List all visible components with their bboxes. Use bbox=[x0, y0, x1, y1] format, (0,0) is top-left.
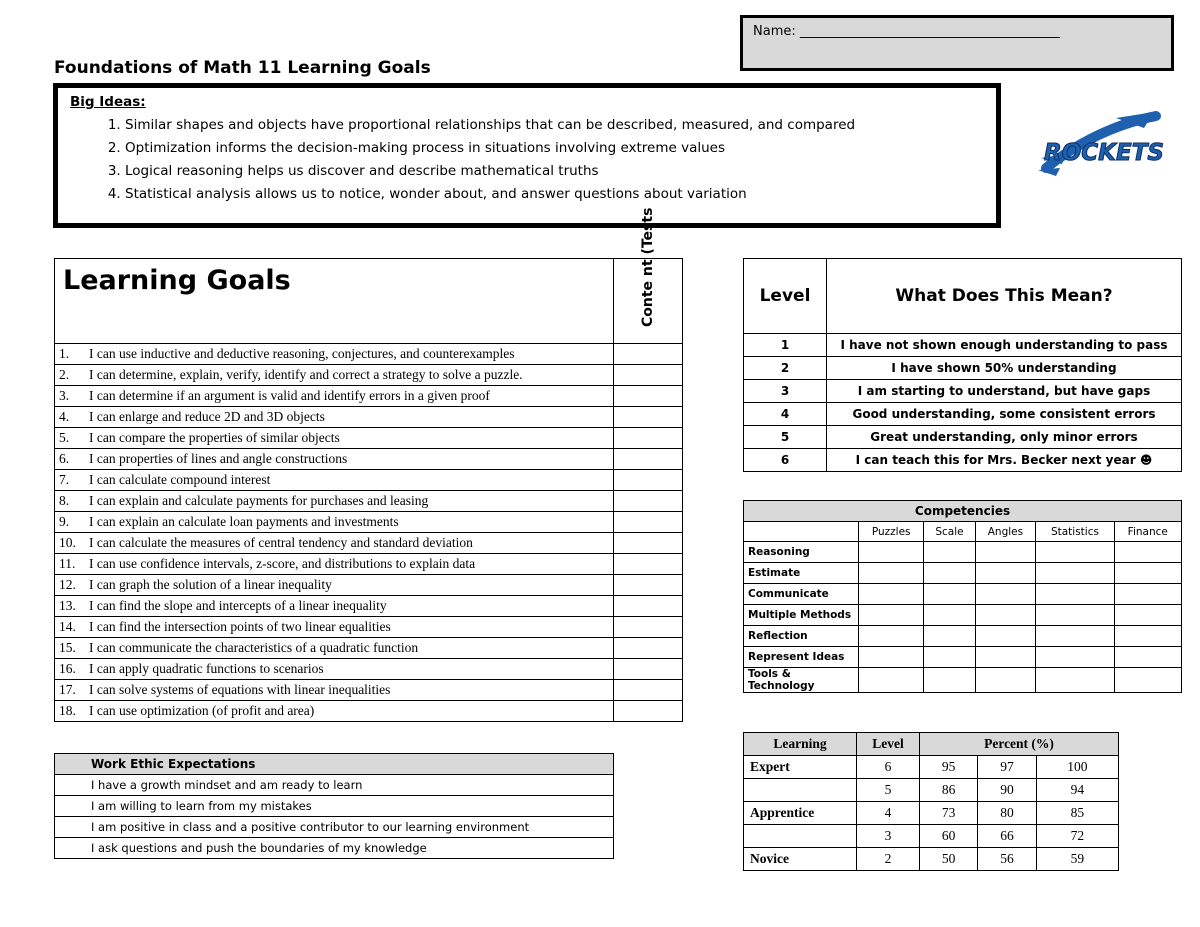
content-tests-cell[interactable] bbox=[614, 554, 683, 575]
meaning-header: What Does This Mean? bbox=[827, 259, 1182, 334]
table-row bbox=[744, 756, 1119, 779]
goal-cell bbox=[55, 617, 614, 638]
content-tests-cell[interactable] bbox=[614, 428, 683, 449]
percent-value: 95 bbox=[920, 756, 978, 779]
goal-text: I can determine, explain, verify, identify and correct a strategy to solve a puzzle. bbox=[89, 367, 523, 382]
competency-row-label: Tools & Technology bbox=[744, 668, 859, 693]
learning-category bbox=[744, 825, 857, 848]
table-row bbox=[744, 802, 1119, 825]
competency-cell[interactable] bbox=[1036, 584, 1114, 605]
goal-cell bbox=[55, 449, 614, 470]
table-row bbox=[55, 470, 683, 491]
competency-cell[interactable] bbox=[924, 605, 975, 626]
level-number: 6 bbox=[744, 449, 827, 472]
table-row bbox=[744, 848, 1119, 871]
goal-cell bbox=[55, 491, 614, 512]
competency-cell[interactable] bbox=[859, 626, 924, 647]
competency-column-header: Angles bbox=[975, 522, 1036, 542]
table-row bbox=[55, 344, 683, 365]
page-title: Foundations of Math 11 Learning Goals bbox=[54, 58, 431, 78]
percent-header: Percent (%) bbox=[920, 733, 1119, 756]
content-tests-cell[interactable] bbox=[614, 512, 683, 533]
competency-cell[interactable] bbox=[1036, 626, 1114, 647]
table-row bbox=[744, 605, 1182, 626]
competency-cell[interactable] bbox=[1036, 563, 1114, 584]
goal-text: I can explain an calculate loan payments and investments bbox=[89, 514, 399, 529]
levels-table bbox=[743, 258, 1182, 472]
percent-value: 90 bbox=[978, 779, 1036, 802]
percent-value: 97 bbox=[978, 756, 1036, 779]
goal-number: 16. bbox=[59, 661, 76, 676]
table-row bbox=[55, 680, 683, 701]
competency-cell[interactable] bbox=[975, 668, 1036, 693]
table-row bbox=[55, 428, 683, 449]
competency-cell[interactable] bbox=[859, 668, 924, 693]
percent-value: 50 bbox=[920, 848, 978, 871]
goal-cell bbox=[55, 512, 614, 533]
percent-value: 59 bbox=[1036, 848, 1118, 871]
goal-number: 3. bbox=[59, 388, 70, 403]
table-row bbox=[744, 825, 1119, 848]
name-field[interactable] bbox=[740, 15, 1174, 71]
table-row bbox=[744, 563, 1182, 584]
goal-cell bbox=[55, 596, 614, 617]
big-idea-item: 3. Logical reasoning helps us discover and describe mathematical truths bbox=[125, 160, 984, 183]
level-value: 5 bbox=[857, 779, 920, 802]
competency-cell[interactable] bbox=[1036, 542, 1114, 563]
big-idea-item: 1. Similar shapes and objects have proportional relationships that can be described, measured, and compared bbox=[125, 114, 984, 137]
goal-number: 9. bbox=[59, 514, 70, 529]
level-meaning: Good understanding, some consistent errors bbox=[827, 403, 1182, 426]
competency-cell[interactable] bbox=[1114, 668, 1181, 693]
goal-text: I can solve systems of equations with linear inequalities bbox=[89, 682, 391, 697]
level-header: Level bbox=[744, 259, 827, 334]
goal-cell bbox=[55, 407, 614, 428]
table-row bbox=[55, 575, 683, 596]
goal-number: 6. bbox=[59, 451, 70, 466]
goal-number: 11. bbox=[59, 556, 76, 571]
level-number: 5 bbox=[744, 426, 827, 449]
percent-value: 94 bbox=[1036, 779, 1118, 802]
competency-cell[interactable] bbox=[924, 563, 975, 584]
goal-text: I can calculate compound interest bbox=[89, 472, 271, 487]
learning-category bbox=[744, 779, 857, 802]
goal-text: I can find the slope and intercepts of a linear inequality bbox=[89, 598, 387, 613]
big-ideas-header: Big Ideas: bbox=[70, 94, 146, 110]
competency-cell[interactable] bbox=[1114, 584, 1181, 605]
content-tests-cell[interactable] bbox=[614, 407, 683, 428]
competency-row-label: Multiple Methods bbox=[744, 605, 859, 626]
percent-value: 80 bbox=[978, 802, 1036, 825]
table-row bbox=[55, 796, 614, 817]
level-col-header: Level bbox=[857, 733, 920, 756]
goal-text: I can communicate the characteristics of a quadratic function bbox=[89, 640, 419, 655]
competency-cell[interactable] bbox=[1036, 647, 1114, 668]
competencies-header: Competencies bbox=[744, 501, 1182, 522]
table-row bbox=[55, 775, 614, 796]
logo-text: ROCKETS bbox=[1044, 140, 1164, 166]
competency-cell[interactable] bbox=[1036, 668, 1114, 693]
goal-number: 1. bbox=[59, 346, 70, 361]
level-number: 1 bbox=[744, 334, 827, 357]
goal-text: I can properties of lines and angle constructions bbox=[89, 451, 348, 466]
goal-number: 18. bbox=[59, 703, 76, 718]
competency-column-header: Scale bbox=[924, 522, 975, 542]
competency-cell[interactable] bbox=[1036, 605, 1114, 626]
competency-cell[interactable] bbox=[975, 647, 1036, 668]
level-number: 3 bbox=[744, 380, 827, 403]
content-tests-cell[interactable] bbox=[614, 533, 683, 554]
goal-cell bbox=[55, 680, 614, 701]
content-tests-cell[interactable] bbox=[614, 344, 683, 365]
goal-cell bbox=[55, 659, 614, 680]
competency-cell[interactable] bbox=[859, 584, 924, 605]
table-row bbox=[744, 668, 1182, 693]
table-row bbox=[55, 512, 683, 533]
level-value: 6 bbox=[857, 756, 920, 779]
content-tests-cell[interactable] bbox=[614, 596, 683, 617]
work-ethic-table bbox=[54, 753, 614, 859]
table-row bbox=[744, 449, 1182, 472]
work-ethic-item: I have a growth mindset and am ready to learn bbox=[55, 775, 614, 796]
competency-row-label: Represent Ideas bbox=[744, 647, 859, 668]
percent-value: 60 bbox=[920, 825, 978, 848]
competency-cell[interactable] bbox=[975, 584, 1036, 605]
goal-number: 17. bbox=[59, 682, 76, 697]
learning-category: Apprentice bbox=[744, 802, 857, 825]
goal-text: I can use confidence intervals, z-score, and distributions to explain data bbox=[89, 556, 476, 571]
level-value: 3 bbox=[857, 825, 920, 848]
competency-cell[interactable] bbox=[975, 542, 1036, 563]
goal-text: I can find the intersection points of two linear equalities bbox=[89, 619, 391, 634]
goal-cell bbox=[55, 344, 614, 365]
competency-row-label: Estimate bbox=[744, 563, 859, 584]
goal-text: I can graph the solution of a linear inequality bbox=[89, 577, 332, 592]
content-tests-cell[interactable] bbox=[614, 638, 683, 659]
competency-cell[interactable] bbox=[975, 605, 1036, 626]
table-row bbox=[55, 365, 683, 386]
content-tests-cell[interactable] bbox=[614, 659, 683, 680]
percent-value: 72 bbox=[1036, 825, 1118, 848]
table-row bbox=[744, 380, 1182, 403]
goal-number: 14. bbox=[59, 619, 76, 634]
competency-cell[interactable] bbox=[924, 626, 975, 647]
table-row bbox=[744, 647, 1182, 668]
competency-row-label: Communicate bbox=[744, 584, 859, 605]
competency-column-header: Puzzles bbox=[859, 522, 924, 542]
learning-goals-table bbox=[54, 207, 683, 722]
goal-cell bbox=[55, 638, 614, 659]
table-row bbox=[55, 617, 683, 638]
percent-value: 100 bbox=[1036, 756, 1118, 779]
table-row bbox=[55, 596, 683, 617]
table-row bbox=[55, 533, 683, 554]
goal-text: I can explain and calculate payments for purchases and leasing bbox=[89, 493, 429, 508]
big-ideas-list bbox=[70, 114, 984, 206]
table-row bbox=[744, 357, 1182, 380]
content-tests-header: Conte nt (Tests bbox=[614, 259, 683, 344]
table-row bbox=[55, 817, 614, 838]
goal-number: 8. bbox=[59, 493, 70, 508]
goal-text: I can use inductive and deductive reasoning, conjectures, and counterexamples bbox=[89, 346, 515, 361]
goal-text: I can determine if an argument is valid and identify errors in a given proof bbox=[89, 388, 490, 403]
table-row bbox=[55, 638, 683, 659]
learning-category: Expert bbox=[744, 756, 857, 779]
competency-column-header: Statistics bbox=[1036, 522, 1114, 542]
competency-cell[interactable] bbox=[975, 626, 1036, 647]
goal-number: 13. bbox=[59, 598, 76, 613]
table-row bbox=[744, 403, 1182, 426]
learning-category: Novice bbox=[744, 848, 857, 871]
content-tests-cell[interactable] bbox=[614, 386, 683, 407]
competency-row-label: Reasoning bbox=[744, 542, 859, 563]
competency-cell[interactable] bbox=[924, 647, 975, 668]
table-row bbox=[744, 626, 1182, 647]
table-row bbox=[744, 779, 1119, 802]
goal-text: I can enlarge and reduce 2D and 3D objects bbox=[89, 409, 325, 424]
competency-cell[interactable] bbox=[924, 668, 975, 693]
learning-header: Learning bbox=[744, 733, 857, 756]
content-tests-cell[interactable] bbox=[614, 680, 683, 701]
content-tests-cell[interactable] bbox=[614, 449, 683, 470]
content-tests-cell[interactable] bbox=[614, 491, 683, 512]
content-tests-cell[interactable] bbox=[614, 470, 683, 491]
competency-cell[interactable] bbox=[859, 563, 924, 584]
goal-number: 7. bbox=[59, 472, 70, 487]
competency-column-header: Finance bbox=[1114, 522, 1181, 542]
work-ethic-header: Work Ethic Expectations bbox=[55, 754, 614, 775]
goal-cell bbox=[55, 575, 614, 596]
goal-cell bbox=[55, 386, 614, 407]
competencies-table bbox=[743, 500, 1182, 693]
level-number: 2 bbox=[744, 357, 827, 380]
goal-number: 2. bbox=[59, 367, 70, 382]
level-meaning: I have shown 50% understanding bbox=[827, 357, 1182, 380]
content-tests-cell[interactable] bbox=[614, 365, 683, 386]
competency-cell[interactable] bbox=[975, 563, 1036, 584]
table-row bbox=[55, 554, 683, 575]
content-tests-cell[interactable] bbox=[614, 701, 683, 722]
goal-cell bbox=[55, 701, 614, 722]
table-row bbox=[55, 407, 683, 428]
competency-cell[interactable] bbox=[924, 542, 975, 563]
table-row bbox=[55, 491, 683, 512]
goal-number: 15. bbox=[59, 640, 76, 655]
table-row bbox=[55, 701, 683, 722]
content-tests-cell[interactable] bbox=[614, 575, 683, 596]
table-row bbox=[744, 426, 1182, 449]
table-row bbox=[55, 449, 683, 470]
table-row bbox=[55, 838, 614, 859]
table-row bbox=[744, 584, 1182, 605]
competency-cell[interactable] bbox=[859, 647, 924, 668]
percent-table bbox=[743, 732, 1119, 871]
competency-row-label: Reflection bbox=[744, 626, 859, 647]
content-tests-cell[interactable] bbox=[614, 617, 683, 638]
goal-cell bbox=[55, 365, 614, 386]
work-ethic-item: I am willing to learn from my mistakes bbox=[55, 796, 614, 817]
competency-cell[interactable] bbox=[859, 542, 924, 563]
work-ethic-item: I ask questions and push the boundaries of my knowledge bbox=[55, 838, 614, 859]
goal-text: I can calculate the measures of central tendency and standard deviation bbox=[89, 535, 473, 550]
learning-goals-header: Learning Goals bbox=[55, 259, 614, 344]
level-meaning: I have not shown enough understanding to pass bbox=[827, 334, 1182, 357]
goal-number: 12. bbox=[59, 577, 76, 592]
goal-cell bbox=[55, 533, 614, 554]
table-row bbox=[744, 542, 1182, 563]
level-meaning: Great understanding, only minor errors bbox=[827, 426, 1182, 449]
goal-text: I can apply quadratic functions to scenarios bbox=[89, 661, 324, 676]
competency-cell[interactable] bbox=[924, 584, 975, 605]
goal-number: 4. bbox=[59, 409, 70, 424]
goal-number: 5. bbox=[59, 430, 70, 445]
percent-value: 73 bbox=[920, 802, 978, 825]
big-idea-item: 2. Optimization informs the decision-making process in situations involving extreme values bbox=[125, 137, 984, 160]
rockets-logo-icon bbox=[1036, 108, 1166, 188]
table-row bbox=[55, 659, 683, 680]
competency-cell[interactable] bbox=[1114, 605, 1181, 626]
level-value: 4 bbox=[857, 802, 920, 825]
level-meaning: I can teach this for Mrs. Becker next year ☻ bbox=[827, 449, 1182, 472]
percent-value: 56 bbox=[978, 848, 1036, 871]
competency-cell[interactable] bbox=[859, 605, 924, 626]
level-number: 4 bbox=[744, 403, 827, 426]
competency-cell[interactable] bbox=[1114, 542, 1181, 563]
goal-text: I can compare the properties of similar objects bbox=[89, 430, 340, 445]
percent-value: 66 bbox=[978, 825, 1036, 848]
percent-value: 85 bbox=[1036, 802, 1118, 825]
goal-cell bbox=[55, 554, 614, 575]
big-idea-item: 4. Statistical analysis allows us to notice, wonder about, and answer questions about variation bbox=[125, 183, 984, 206]
work-ethic-item: I am positive in class and a positive contributor to our learning environment bbox=[55, 817, 614, 838]
name-label: Name: ________________________________________ bbox=[753, 24, 1060, 39]
goal-cell bbox=[55, 428, 614, 449]
level-value: 2 bbox=[857, 848, 920, 871]
big-ideas-box bbox=[53, 83, 1001, 228]
percent-value: 86 bbox=[920, 779, 978, 802]
level-meaning: I am starting to understand, but have gaps bbox=[827, 380, 1182, 403]
competency-cell[interactable] bbox=[1114, 563, 1181, 584]
table-row bbox=[55, 386, 683, 407]
goal-number: 10. bbox=[59, 535, 76, 550]
competency-cell[interactable] bbox=[1114, 647, 1181, 668]
goal-cell bbox=[55, 470, 614, 491]
competency-cell[interactable] bbox=[1114, 626, 1181, 647]
goal-text: I can use optimization (of profit and area) bbox=[89, 703, 315, 718]
table-row bbox=[744, 334, 1182, 357]
